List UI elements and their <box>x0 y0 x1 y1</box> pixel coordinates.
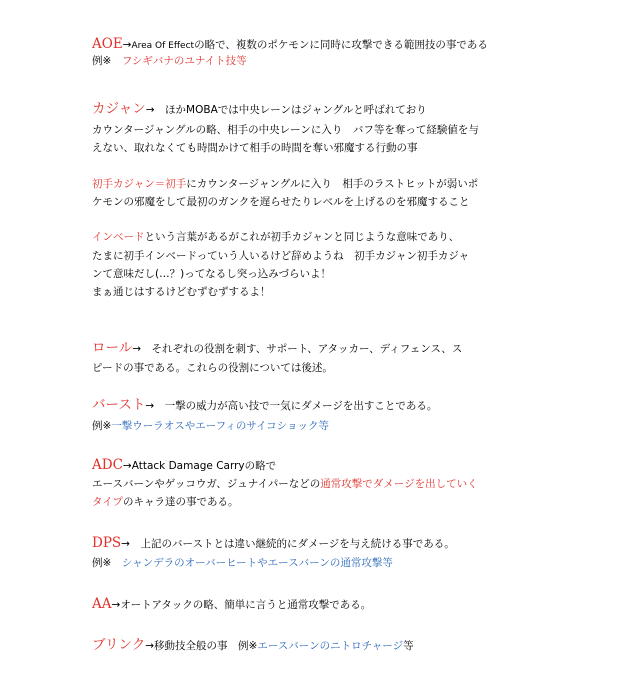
burst-example: 一撃ウーラオスやエーフィのサイコショック等 <box>111 420 329 432</box>
jungle-line-2 <box>92 123 479 137</box>
invade-text-4: まぁ通じはするけどむずむずするよ！ <box>92 286 271 298</box>
jungle-text-1: ほかMOBAでは中央レーンはジャングルと呼ばれており <box>165 104 427 116</box>
jungle-text-3: えない、取れなくても時間かけて相手の時間を奪い邪魔する行動の事 <box>92 142 418 154</box>
first-jungle-text-2: ケモンの邪魔をして最初のガンクを遅らせたりレベルを上げるのを邪魔すること <box>92 196 470 208</box>
blink-text: 移動技全般の事 例※ <box>154 640 258 652</box>
aa-line <box>92 597 371 612</box>
invade-text-3: ンて意味だし(…？)ってなるし突っ込みづらいよ！ <box>92 268 331 280</box>
aoe-term: AOE <box>92 36 123 52</box>
aa-term: AA <box>92 596 112 612</box>
adc-desc: の略で <box>244 460 277 472</box>
aoe-line <box>92 37 488 53</box>
jungle-arrow: → <box>145 104 166 116</box>
first-jungle-line-2 <box>92 195 469 209</box>
invade-line-4 <box>92 285 271 299</box>
role-term: ロール <box>92 340 133 356</box>
role-line-2 <box>92 361 333 375</box>
first-jungle-text-1: にカウンタージャングルに入り 相手のラストヒットが弱いポ <box>186 178 479 190</box>
dps-example-label: 例※ <box>92 557 122 569</box>
dps-term: DPS <box>92 535 122 551</box>
jungle-line-3 <box>92 141 418 155</box>
invade-line-2 <box>92 249 469 263</box>
aa-text: オートアタックの略、簡単に言うと通常攻撃である。 <box>120 599 372 611</box>
first-jungle-line-1 <box>92 177 478 191</box>
dps-arrow: → <box>121 538 141 550</box>
aa-arrow: → <box>111 599 121 611</box>
adc-line-1 <box>92 458 276 473</box>
invade-term: インベード <box>92 231 145 243</box>
burst-line-1 <box>92 398 437 413</box>
role-text-1: それぞれの役割を刺す、サポート、アタッカー、ディフェンス、ス <box>151 343 463 355</box>
role-arrow: → <box>132 343 152 355</box>
dps-example-line <box>92 556 393 570</box>
dps-example: シャンデラのオーバーヒートやエースバーンの通常攻撃等 <box>121 557 393 569</box>
blink-example: エースバーンのニトロチャージ <box>257 640 404 652</box>
aoe-example: フシギバナのユナイト技等 <box>121 55 247 67</box>
role-text-2: ピードの事である。これらの役割については後述。 <box>92 362 333 374</box>
adc-text-2: エースバーンやゲッコウガ、ジュナイパーなどの <box>92 478 321 490</box>
blink-suffix: 等 <box>403 640 414 652</box>
burst-example-line <box>92 419 329 433</box>
jungle-line-1 <box>92 102 427 117</box>
jungle-text-2: カウンタージャングルの略、相手の中央レーンに入り バフ等を奪って経験値を与 <box>92 124 479 136</box>
burst-example-label: 例※ <box>92 420 112 432</box>
jungle-term: カジャン <box>92 101 146 117</box>
burst-arrow: → <box>145 400 165 412</box>
adc-arrow: → <box>122 460 132 472</box>
invade-line-3 <box>92 267 331 281</box>
adc-highlight-2: タイプ <box>92 496 123 508</box>
aoe-example-label: 例※ <box>92 55 122 67</box>
adc-term: ADC <box>92 457 123 473</box>
adc-text-3: のキャラ達の事である。 <box>122 496 239 508</box>
blink-term: ブリンク <box>92 637 146 653</box>
adc-line-2 <box>92 477 478 491</box>
burst-text-1: 一撃の威力が高い技で一気にダメージを出すことである。 <box>164 400 438 412</box>
dps-text-1: 上記のバーストとは違い継続的にダメージを与え続ける事である。 <box>140 538 455 550</box>
invade-text-2: たまに初手インベードっていう人いるけど辞めようね 初手カジャン初手カジャ <box>92 250 470 262</box>
first-jungle-term: 初手カジャン＝初手 <box>92 178 187 190</box>
role-line-1 <box>92 341 462 356</box>
aoe-desc-en: Area Of Effect <box>131 41 195 51</box>
blink-line <box>92 638 414 653</box>
invade-line-1 <box>92 230 459 244</box>
adc-highlight-1: 通常攻撃でダメージを出していく <box>320 478 478 490</box>
burst-term: バースト <box>92 397 146 413</box>
aoe-arrow: → <box>122 39 132 51</box>
invade-text-1: という言葉があるがこれが初手カジャンと同じような意味であり、 <box>144 231 460 243</box>
adc-line-3 <box>92 495 238 509</box>
aoe-example-line <box>92 54 247 68</box>
dps-line-1 <box>92 536 455 551</box>
aoe-desc: の略で、複数のポケモンに同時に攻撃できる範囲技の事である <box>194 39 488 51</box>
blink-arrow: → <box>145 640 155 652</box>
adc-desc-en: Attack Damage Carry <box>131 460 245 472</box>
